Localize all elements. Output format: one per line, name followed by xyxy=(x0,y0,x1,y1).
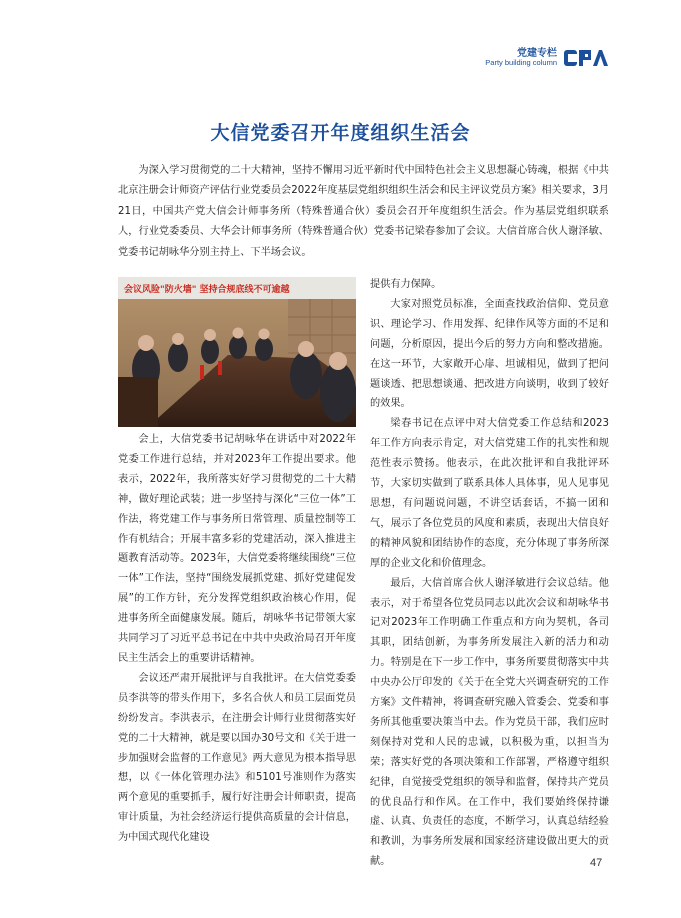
column-header xyxy=(485,44,609,72)
body-paragraph: 会上，大信党委书记胡咏华在讲话中对2022年党委工作进行总结，并对2023年工作提出要求。他表示，2022年，我所落实好学习贯彻党的二十大精神，做好理论武装；进一步坚持与深化“三位一体”工作法，将党建工作与事务所日常管理、质量控制等工作有机结合；开展丰富多彩的党建活动，深入推进主题教育活动等。2023年，大信党委将继续围绕“三位一体”工作法，坚持“围绕发展抓党建、抓好党建促发展”的工作方针，充分发挥党组织政治核心作用，促进事务所全面健康发展。随后，胡咏华书记带领大家共同学习了习近平总书记在中共中央政治局召开年度民主生活会上的重要讲话精神。 xyxy=(118,434,356,664)
body-paragraph: 最后，大信首席合伙人谢泽敏进行会议总结。他表示，对于希望各位党员同志以此次会议和胡咏华书记对2023年工作明确工作重点和方向为契机，各司其职，团结创新，为事务所发展注入新的活力和动力。特别是在下一步工作中，事务所要贯彻落实中共中央办公厅印发的《关于在全党大兴调查研究的工作方案》文件精神，将调查研究融入管委会、党委和事务所其他重要决策当中去。作为党员干部，我们应时刻保持对党和人民的忠诚，以积极为重，以担当为荣；落实好党的各项决策和工作部署，严格遵守组织纪律，自觉接受党组织的领导和监督，保持共产党员的优良品行和作风。在工作中，我们要始终保持谦虚、认真、负责任的态度，不断学习，认真总结经验和教训，为事务所发展和国家经济建设做出更大的贡献。 xyxy=(370,577,609,868)
article-title: 大信党委召开年度组织生活会 xyxy=(210,122,471,144)
body-paragraph: 会议还严肃开展批评与自我批评。在大信党委委员李洪等的带头作用下，多名合伙人和员工层面党员纷纷发言。李洪表示，在注册会计师行业贯彻落实好党的二十大精神，就是要以国办30号文和《关于进一步加强财会监督的工作意见》两大意见为根本指导思想，以《一体化管理办法》和5101号准则作为落实两个意见的重要抓手，履行好注册会计师职责，提高审计质量，为社会经济运行提供高质量的会计信息，为中国式现代化建设 xyxy=(118,672,356,844)
cpa-logo-icon xyxy=(563,47,609,69)
article-right-column xyxy=(370,275,609,872)
column-title-en: Party building column xyxy=(485,58,557,68)
article-left-column xyxy=(118,430,356,848)
intro-paragraph: 为深入学习贯彻党的二十大精神，坚持不懈用习近平新时代中国特色社会主义思想凝心铸魂，根据《中共北京注册会计师资产评估行业党委员会2022年度基层党组织组织生活会和民主评议党员方案》相关要求，3月21日，中国共产党大信会计师事务所（特殊普通合伙）委员会召开年度组织生活会。作为基层党组织联系人，行业党委委员、大华会计师事务所（特殊普通合伙）党委书记梁春参加了会议。大信首席合伙人谢泽敏、党委书记胡咏华分别主持上、下半场会议。 xyxy=(118,165,609,258)
page-number: 47 xyxy=(590,857,603,869)
column-title-cn: 党建专栏 xyxy=(517,47,557,59)
svg-text:会议风险"防火墙" 坚持合规底线不可逾越: 会议风险"防火墙" 坚持合规底线不可逾越 xyxy=(124,285,290,295)
column-label xyxy=(485,48,557,68)
body-paragraph-continued: 提供有力保障。 xyxy=(370,279,442,290)
meeting-photo-icon xyxy=(118,277,356,427)
body-paragraph: 梁春书记在点评中对大信党委工作总结和2023年工作方向表示肯定，对大信党建工作的扎实性和规范性表示赞扬。他表示，在此次批评和自我批评环节，大家切实做到了联系具体人具体事，见人见事见思想，有问题说问题，不讲空话套话，不搞一团和气，展示了各位党员的风度和素质，表现出大信良好的精神风貌和团结协作的态度，充分体现了事务所深厚的企业文化和价值理念。 xyxy=(370,418,609,569)
article-intro xyxy=(118,161,609,263)
body-paragraph: 大家对照党员标准，全面查找政治信仰、党员意识、理论学习、作用发挥、纪律作风等方面的不足和问题，分析原因，提出今后的努力方向和整改措施。在这一环节，大家敞开心扉、坦诚相见，做到了把问题谈透、把思想谈通、把改进方向谈明，收到了较好的效果。 xyxy=(370,298,609,410)
